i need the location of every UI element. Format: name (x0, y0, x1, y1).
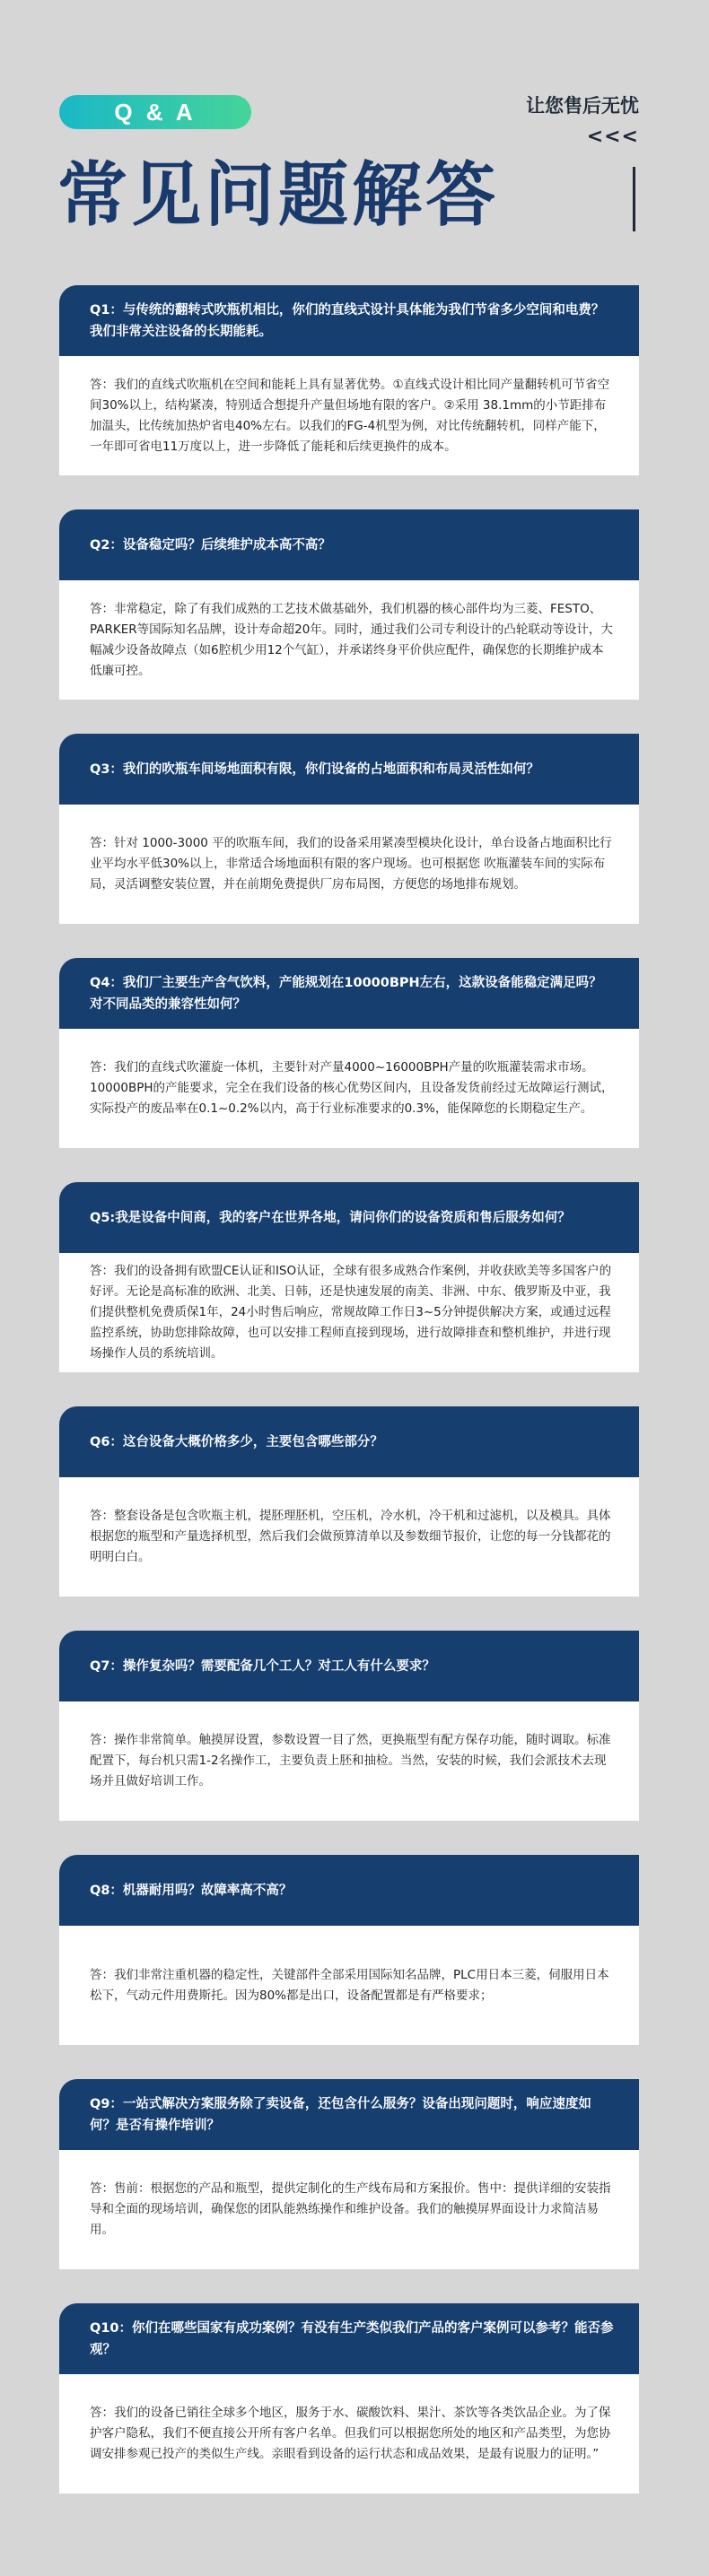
faq-card-6 (59, 1406, 639, 1597)
faq-answer-text: 答：我们的直线式吹瓶机在空间和能耗上具有显著优势。①直线式设计相比同产量翻转机可节省空间30%以上，结构紧凑，特别适合想提升产量但场地有限的客户。②采用 38.1mm的小节距排布加温头，比传统加热炉省电40%左右。以我们的FG-4机型为例，对比传统翻转机，同样产能下，一年即可省电11万度以上，进一步降低了能耗和后续更换件的成本。 (90, 377, 610, 454)
faq-answer-7 (59, 1701, 639, 1821)
faq-question-6 (59, 1406, 639, 1477)
faq-answer-10 (59, 2374, 639, 2493)
faq-question-9 (59, 2079, 639, 2150)
faq-question-1 (59, 285, 639, 356)
faq-card-8 (59, 1855, 639, 2045)
faq-card-1 (59, 285, 639, 475)
faq-card-7 (59, 1631, 639, 1821)
faq-answer-2 (59, 580, 639, 700)
faq-question-2 (59, 509, 639, 580)
faq-answer-text: 答：我们非常注重机器的稳定性，关键部件全部采用国际知名品牌，PLC用日本三菱，伺服用日本松下，气动元件用费斯托。因为80%都是出口，设备配置都是有严格要求； (90, 1967, 609, 2003)
faq-question-4 (59, 958, 639, 1029)
faq-question-text: Q1：与传统的翻转式吹瓶机相比，你们的直线式设计具体能为我们节省多少空间和电费？我们非常关注设备的长期能耗。 (90, 302, 605, 339)
faq-card-5 (59, 1182, 639, 1372)
faq-question-text: Q2：设备稳定吗？后续维护成本高不高？ (90, 537, 331, 553)
faq-question-text: Q3：我们的吹瓶车间场地面积有限，你们设备的占地面积和布局灵活性如何？ (90, 761, 539, 777)
faq-question-3 (59, 734, 639, 805)
faq-question-text: Q5:我是设备中间商，我的客户在世界各地，请问你们的设备资质和售后服务如何？ (90, 1210, 571, 1225)
title-divider (633, 167, 635, 231)
faq-answer-text: 答：我们的设备已销往全球多个地区，服务于水、碳酸饮料、果汁、茶饮等各类饮品企业。为了保护客户隐私，我们不便直接公开所有客户名单。但我们可以根据您所处的地区和产品类型，为您协调安排参观已投产的类似生产线。亲眼看到设备的运行状态和成品效果，是最有说服力的证明。” (90, 2406, 611, 2461)
faq-question-text: Q8：机器耐用吗？故障率高不高？ (90, 1883, 293, 1898)
faq-card-4 (59, 958, 639, 1148)
faq-question-text: Q6：这台设备大概价格多少，主要包含哪些部分？ (90, 1434, 383, 1449)
faq-answer-4 (59, 1029, 639, 1148)
faq-answer-text: 答：售前：根据您的产品和瓶型，提供定制化的生产线布局和方案报价。售中：提供详细的安装指导和全面的现场培训，确保您的团队能熟练操作和维护设备。我们的触摸屏界面设计力求简洁易用。 (90, 2181, 611, 2237)
faq-answer-text: 答：针对 1000-3000 平的吹瓶车间，我们的设备采用紧凑型模块化设计，单台设备占地面积比行业平均水平低30%以上，非常适合场地面积有限的客户现场。也可根据您 吹瓶灌装车间的实际布局，灵活调整安装位置，并在前期免费提供厂房布局图，方便您的场地排布规划。 (90, 836, 612, 892)
faq-answer-1 (59, 356, 639, 475)
faq-answer-6 (59, 1477, 639, 1597)
faq-card-9 (59, 2079, 639, 2269)
faq-answer-8 (59, 1926, 639, 2045)
tagline: 让您售后无忧 (526, 95, 639, 117)
faq-question-text: Q9：一站式解决方案服务除了卖设备，还包含什么服务？设备出现问题时，响应速度如何？是否有操作培训？ (90, 2096, 591, 2133)
faq-question-text: Q4：我们厂主要生产含气饮料，产能规划在10000BPH左右，这款设备能稳定满足吗？对不同品类的兼容性如何？ (90, 975, 602, 1012)
faq-card-3 (59, 734, 639, 924)
qa-badge: Q & A (59, 95, 251, 129)
faq-question-text: Q10：你们在哪些国家有成功案例？有没有生产类似我们产品的客户案例可以参考？能否参观？ (90, 2320, 614, 2357)
faq-answer-5 (59, 1253, 639, 1372)
faq-card-10 (59, 2303, 639, 2493)
faq-answer-text: 答：我们的直线式吹灌旋一体机，主要针对产量4000~16000BPH产量的吹瓶灌装需求市场。10000BPH的产能要求，完全在我们设备的核心优势区间内，且设备发货前经过无故障运行测试，实际投产的废品率在0.1~0.2%以内，高于行业标准要求的0.3%，能保障您的长期稳定生产。 (90, 1060, 614, 1116)
faq-question-5 (59, 1182, 639, 1253)
faq-answer-text: 答：操作非常简单。触摸屏设置，参数设置一目了然，更换瓶型有配方保存功能，随时调取。标准配置下，每台机只需1-2名操作工，主要负责上胚和抽检。当然，安装的时候，我们会派技术去现场并且做好培训工作。 (90, 1733, 611, 1788)
faq-card-2 (59, 509, 639, 700)
page-title: 常见问题解答 (57, 155, 500, 236)
faq-answer-3 (59, 805, 639, 924)
faq-answer-text: 答：我们的设备拥有欧盟CE认证和ISO认证，全球有很多成熟合作案例，并收获欧美等多国客户的好评。无论是高标准的欧洲、北美、日韩，还是快速发展的南美、非洲、中东、俄罗斯及中亚，我们提供整机免费质保1年，24小时售后响应，常规故障工作日3~5分钟提供解决方案，或通过远程监控系统，协助您排除故障，也可以安排工程师直接到现场，进行故障排查和整机维护，并进行现场操作人员的系统培训。 (90, 1264, 612, 1361)
faq-question-7 (59, 1631, 639, 1701)
chevrons-decoration: <<< (586, 126, 639, 148)
faq-answer-text: 答：非常稳定，除了有我们成熟的工艺技术做基础外，我们机器的核心部件均为三菱、FESTO、PARKER等国际知名品牌，设计寿命超20年。同时，通过我们公司专利设计的凸轮联动等设计，大幅减少设备故障点（如6腔机少用12个气缸），并承诺终身平价供应配件，确保您的长期维护成本低廉可控。 (90, 601, 613, 678)
faq-question-10 (59, 2303, 639, 2374)
faq-answer-text: 答：整套设备是包含吹瓶主机，提胚理胚机，空压机，冷水机，冷干机和过滤机，以及模具。具体根据您的瓶型和产量选择机型，然后我们会做预算清单以及参数细节报价，让您的每一分钱都花的明明白白。 (90, 1509, 611, 1564)
faq-question-8 (59, 1855, 639, 1926)
faq-question-text: Q7：操作复杂吗？需要配备几个工人？对工人有什么要求？ (90, 1658, 435, 1674)
faq-answer-9 (59, 2150, 639, 2269)
